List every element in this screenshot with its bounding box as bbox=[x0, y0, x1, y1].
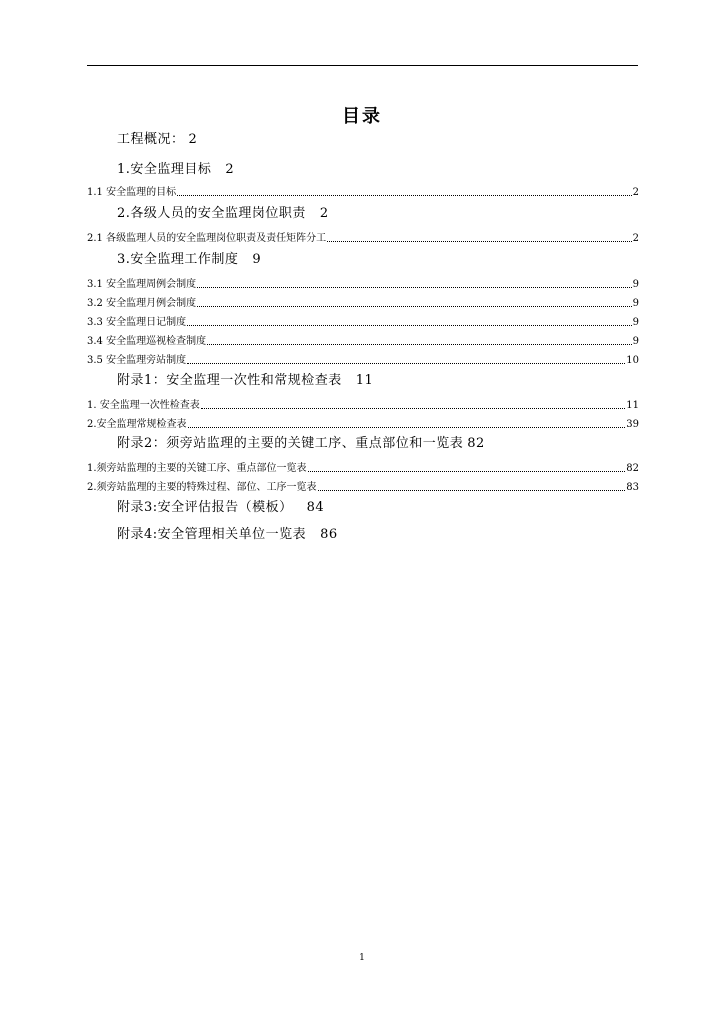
toc-entry-page: 82 bbox=[626, 463, 639, 474]
toc-entry-text: 3.4 安全监理巡视检查制度 bbox=[87, 336, 207, 347]
toc-heading[interactable] bbox=[117, 162, 234, 178]
toc-entry-text: 3.2 安全监理月例会制度 bbox=[87, 298, 197, 309]
toc-heading-text: 1.安全监理目标 bbox=[117, 162, 212, 177]
toc-heading[interactable] bbox=[117, 132, 197, 148]
toc-entry-page: 9 bbox=[632, 317, 639, 328]
toc-entry-text: 3.5 安全监理旁站制度 bbox=[87, 355, 187, 366]
toc-leader bbox=[187, 325, 632, 326]
toc-entry-page: 9 bbox=[632, 336, 639, 347]
header-rule bbox=[87, 65, 638, 66]
toc-entry[interactable] bbox=[87, 232, 639, 245]
toc-heading-page: 2 bbox=[319, 206, 329, 221]
toc-entry-text: 1.1 安全监理的目标 bbox=[87, 187, 177, 198]
toc-entry[interactable] bbox=[87, 278, 639, 291]
toc-entry[interactable] bbox=[87, 418, 639, 431]
toc-leader bbox=[308, 471, 626, 472]
toc-leader bbox=[177, 195, 632, 196]
toc-entry-text: 1.须旁站监理的主要的关键工序、重点部位一览表 bbox=[87, 463, 307, 474]
toc-heading-text: 附录2：须旁站监理的主要的关键工序、重点部位和一览表 bbox=[117, 436, 464, 451]
toc-leader bbox=[327, 241, 632, 242]
toc-heading[interactable] bbox=[117, 500, 324, 516]
toc-entry-text: 1. 安全监理一次性检查表 bbox=[87, 400, 200, 411]
toc-heading-text: 附录1：安全监理一次性和常规检查表 bbox=[117, 373, 342, 388]
toc-leader bbox=[188, 427, 626, 428]
toc-entry[interactable] bbox=[87, 335, 639, 348]
toc-heading-page: 9 bbox=[252, 252, 262, 267]
toc-entry[interactable] bbox=[87, 481, 639, 494]
toc-heading-text: 附录3:安全评估报告（模板） bbox=[117, 500, 293, 515]
toc-entry-page: 9 bbox=[632, 298, 639, 309]
toc-heading-page: 11 bbox=[355, 373, 374, 388]
toc-entry[interactable] bbox=[87, 354, 639, 367]
toc-heading[interactable] bbox=[117, 373, 373, 389]
toc-heading-page: 86 bbox=[320, 527, 338, 542]
toc-heading-text: 附录4:安全管理相关单位一览表 bbox=[117, 527, 307, 542]
toc-entry-text: 2.1 各级监理人员的安全监理岗位职责及责任矩阵分工 bbox=[87, 233, 327, 244]
toc-entry-page: 2 bbox=[632, 187, 639, 198]
page-title: 目录 bbox=[342, 106, 382, 127]
toc-heading-page: 2 bbox=[225, 162, 235, 177]
toc-entry[interactable] bbox=[87, 186, 639, 199]
toc-entry-page: 9 bbox=[632, 279, 639, 290]
toc-leader bbox=[201, 408, 626, 409]
toc-entry-page: 10 bbox=[626, 355, 639, 366]
page-number: 1 bbox=[359, 953, 365, 963]
toc-entry[interactable] bbox=[87, 462, 639, 475]
toc-entry-text: 3.1 安全监理周例会制度 bbox=[87, 279, 197, 290]
toc-heading-text: 工程概况： bbox=[117, 132, 185, 147]
toc-entry-page: 83 bbox=[626, 482, 639, 493]
toc-heading[interactable] bbox=[117, 252, 261, 268]
toc-entry-text: 2.安全监理常规检查表 bbox=[87, 419, 187, 430]
toc-heading[interactable] bbox=[117, 206, 329, 222]
toc-entry[interactable] bbox=[87, 316, 639, 329]
toc-leader bbox=[197, 287, 632, 288]
toc-heading-text: 2.各级人员的安全监理岗位职责 bbox=[117, 206, 306, 221]
toc-heading-page: 2 bbox=[188, 132, 198, 147]
toc-entry-page: 11 bbox=[626, 400, 639, 411]
toc-entry-text: 3.3 安全监理日记制度 bbox=[87, 317, 187, 328]
toc-heading-page: 84 bbox=[306, 500, 325, 515]
toc-leader bbox=[187, 363, 625, 364]
toc-entry-page: 2 bbox=[632, 233, 639, 244]
toc-entry[interactable] bbox=[87, 297, 639, 310]
toc-heading[interactable] bbox=[117, 527, 338, 543]
toc-leader bbox=[207, 344, 632, 345]
toc-heading-text: 3.安全监理工作制度 bbox=[117, 252, 239, 267]
toc-heading-page: 82 bbox=[467, 436, 485, 451]
toc-heading[interactable] bbox=[117, 436, 485, 452]
toc-entry-page: 39 bbox=[626, 419, 639, 430]
toc-leader bbox=[197, 306, 632, 307]
toc-entry[interactable] bbox=[87, 399, 639, 412]
toc-entry-text: 2.须旁站监理的主要的特殊过程、部位、工序一览表 bbox=[87, 482, 317, 493]
toc-leader bbox=[318, 490, 626, 491]
